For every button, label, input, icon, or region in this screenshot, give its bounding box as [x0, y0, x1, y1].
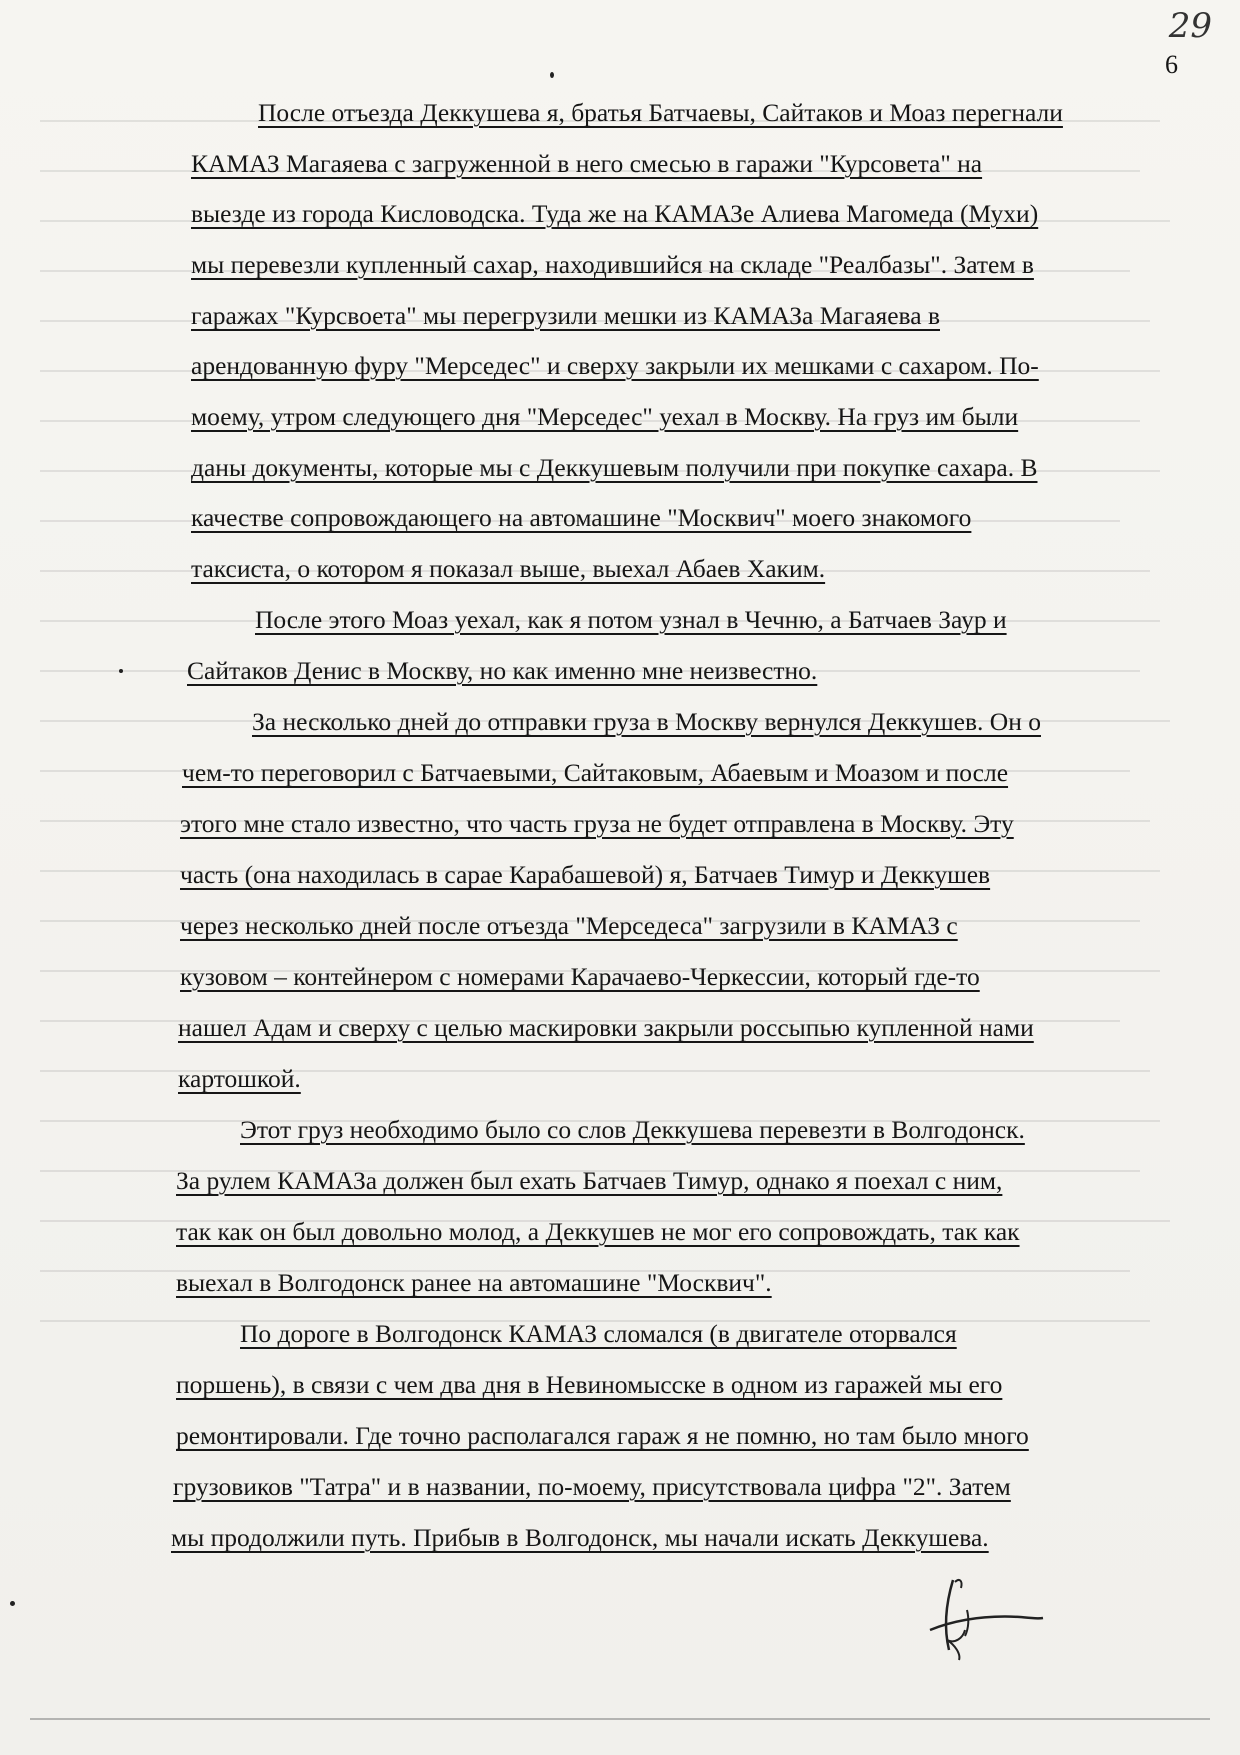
- text-line: КАМАЗ Магаяева с загруженной в него смесью в гаражи "Курсовета" на: [191, 149, 983, 178]
- text-line: После отъезда Деккушева я, братья Батчаевы, Сайтаков и Моаз перегнали: [258, 98, 1063, 127]
- text-line: ремонтировали. Где точно располагался гараж я не помню, но там было много: [176, 1421, 1029, 1450]
- text-line: кузовом – контейнером с номерами Карачаево-Черкессии, который где-то: [180, 962, 980, 991]
- text-line: таксиста, о котором я показал выше, выехал Абаев Хаким.: [191, 554, 826, 583]
- text-line: даны документы, которые мы с Деккушевым получили при покупке сахара. В: [191, 453, 1038, 482]
- text-line: мы продолжили путь. Прибыв в Волгодонск, мы начали искать Деккушева.: [171, 1523, 989, 1552]
- text-line: мы перевезли купленный сахар, находившийся на складе "Реалбазы". Затем в: [191, 250, 1034, 279]
- text-line: За несколько дней до отправки груза в Москву вернулся Деккушев. Он о: [252, 707, 1041, 736]
- text-line: По дороге в Волгодонск КАМАЗ сломался (в двигателе оторвался: [240, 1319, 957, 1348]
- text-line: гаражах "Курсвоета" мы перегрузили мешки из КАМАЗа Магаяева в: [191, 301, 940, 330]
- text-line: поршень), в связи с чем два дня в Невиномысске в одном из гаражей мы его: [176, 1370, 1003, 1399]
- text-line: выехал в Волгодонск ранее на автомашине "Москвич".: [176, 1268, 772, 1297]
- text-line: За рулем КАМАЗа должен был ехать Батчаев Тимур, однако я поехал с ним,: [176, 1166, 1003, 1195]
- page-number: 6: [1165, 50, 1178, 79]
- text-line: так как он был довольно молод, а Деккушев не мог его сопровождать, так как: [176, 1217, 1020, 1246]
- text-line: Сайтаков Денис в Москву, но как именно мне неизвестно.: [187, 656, 818, 685]
- text-line: грузовиков "Татра" и в названии, по-моему, присутствовала цифра "2". Затем: [173, 1472, 1011, 1501]
- text-line: нашел Адам и сверху с целью маскировки закрыли россыпью купленной нами: [178, 1013, 1034, 1042]
- text-line: После этого Моаз уехал, как я потом узнал в Чечню, а Батчаев Заур и: [255, 605, 1007, 634]
- handwritten-sheet-number: 29: [1168, 6, 1212, 46]
- scan-speck: [550, 72, 554, 78]
- text-line: моему, утром следующего дня "Мерседес" уехал в Москву. На груз им были: [191, 402, 1019, 431]
- text-line: качестве сопровождающего на автомашине "Москвич" моего знакомого: [191, 503, 972, 532]
- text-line: чем-то переговорил с Батчаевыми, Сайтаковым, Абаевым и Моазом и после: [182, 758, 1009, 787]
- text-line: картошкой.: [178, 1064, 301, 1093]
- text-line: арендованную фуру "Мерседес" и сверху закрыли их мешками с сахаром. По-: [191, 351, 1039, 380]
- scan-speck: [119, 669, 123, 673]
- bottom-rule: [30, 1718, 1210, 1720]
- text-line: часть (она находилась в сарае Карабашевой) я, Батчаев Тимур и Деккушев: [180, 860, 991, 889]
- signature-mark: [925, 1570, 1045, 1665]
- text-line: Этот груз необходимо было со слов Деккушева перевезти в Волгодонск.: [240, 1115, 1025, 1144]
- text-line: выезде из города Кисловодска. Туда же на КАМАЗе Алиева Магомеда (Мухи): [191, 199, 1039, 228]
- text-line: через несколько дней после отъезда "Мерседеса" загрузили в КАМАЗ с: [180, 911, 958, 940]
- scan-speck: [10, 1601, 15, 1606]
- text-line: этого мне стало известно, что часть груза не будет отправлена в Москву. Эту: [180, 809, 1014, 838]
